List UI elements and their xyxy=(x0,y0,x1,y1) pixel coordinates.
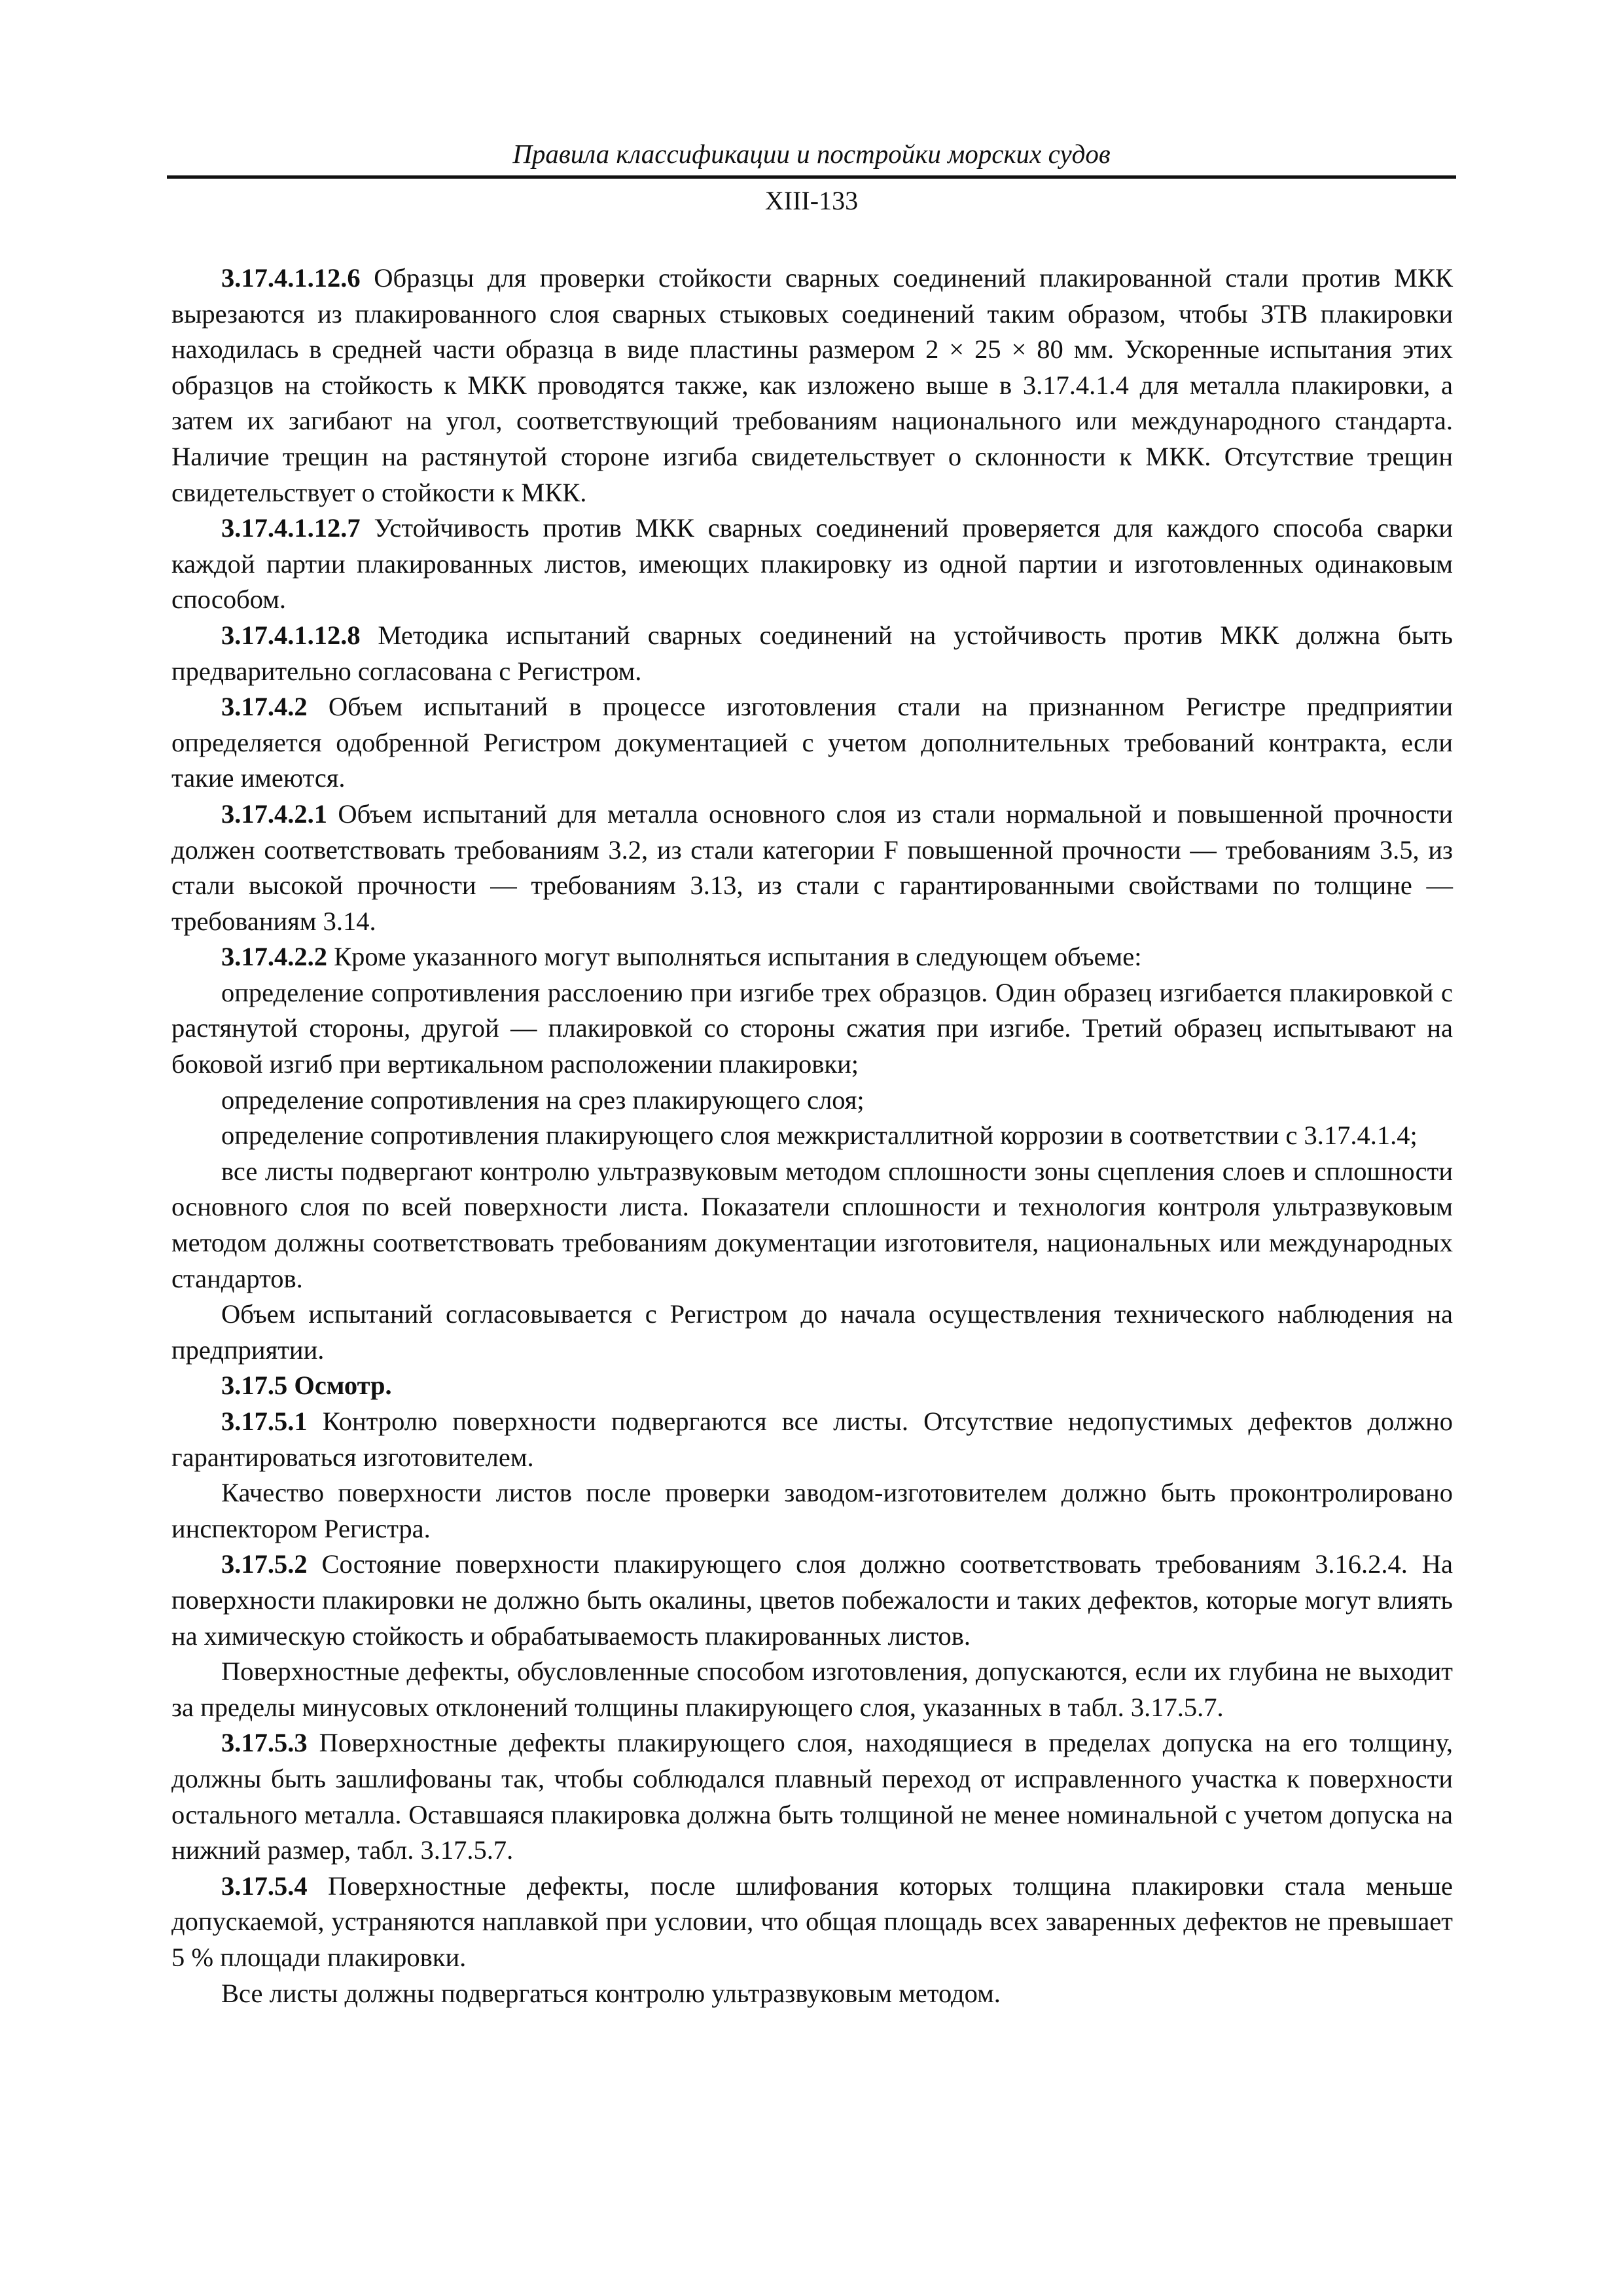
clause-number: 3.17.5.4 xyxy=(221,1871,308,1901)
paragraph xyxy=(171,1083,1453,1119)
paragraph-text: Качество поверхности листов после проверки заводом-изготовителем должно быть проконтролировано инспектором Регистра. xyxy=(171,1478,1453,1543)
clause-number: 3.17.4.1.12.8 xyxy=(221,620,361,650)
clause-number: 3.17.5.1 xyxy=(221,1407,308,1436)
clause-number: 3.17.4.2.1 xyxy=(221,798,327,829)
section-heading xyxy=(171,1368,1453,1404)
paragraph-text: определение сопротивления плакирующего слоя межкристаллитной коррозии в соответствии с 3.17.4.1.4; xyxy=(221,1121,1418,1151)
paragraph-text: Состояние поверхности плакирующего слоя должно соответствовать требованиям 3.16.2.4. На поверхности плакировки не должно быть окалины, цветов побежалости и таких дефектов, которые могут влиять на химическую стойкость и обрабатываемость плакированных листов. xyxy=(171,1549,1453,1651)
paragraph xyxy=(171,1654,1453,1725)
paragraph xyxy=(171,797,1453,939)
paragraph-text: определение сопротивления на срез плакирующего слоя; xyxy=(221,1085,865,1115)
paragraph xyxy=(171,511,1453,618)
paragraph-text: Методика испытаний сварных соединений на устойчивость против МКК должна быть предварительно согласована с Регистром. xyxy=(171,620,1453,686)
paragraph-text: все листы подвергают контролю ультразвуковым методом сплошности зоны сцепления слоев и сплошности основного слоя по всей поверхности листа. Показатели сплошности и технология контроля ультразвуковым методом должны соответствовать требованиям документации изготовителя, национальных или международных стандартов. xyxy=(171,1156,1453,1293)
section-heading-text: 3.17.5 Осмотр. xyxy=(221,1371,392,1401)
paragraph xyxy=(171,939,1453,975)
header-rule xyxy=(167,175,1456,179)
paragraph xyxy=(171,1118,1453,1154)
paragraph-text: Поверхностные дефекты, обусловленные способом изготовления, допускаются, если их глубина не выходит за пределы минусовых отклонений толщины плакирующего слоя, указанных в табл. 3.17.5.7. xyxy=(171,1657,1453,1722)
body-text xyxy=(171,260,1453,2011)
clause-number: 3.17.4.1.12.6 xyxy=(221,263,361,293)
paragraph-text: Поверхностные дефекты плакирующего слоя, находящиеся в пределах допуска на его толщину, должны быть зашлифованы так, чтобы соблюдался плавный переход от исправленного участка к поверхности остального металла. Оставшаяся плакировка должна быть толщиной не менее номинальной с учетом допуска на нижний размер, табл. 3.17.5.7. xyxy=(171,1728,1453,1865)
paragraph-text: Объем испытаний для металла основного слоя из стали нормальной и повышенной прочности должен соответствовать требованиям 3.2, из стали категории F повышенной прочности — требованиям 3.5, из стали высокой прочности — требованиям 3.13, из стали с гарантированными свойствами по толщине — требованиям 3.14. xyxy=(171,798,1453,936)
paragraph-text: Образцы для проверки стойкости сварных соединений плакированной стали против МКК вырезаются из плакированного слоя сварных стыковых соединений таким образом, чтобы ЗТВ плакировки находилась в средней части образца в виде пластины размером 2 × 25 × 80 мм. Ускоренные испытания этих образцов на стойкость к МКК проводятся также, как изложено выше в 3.17.4.1.4 для металла плакировки, а затем их загибают на угол, соответствующий требованиям национального или международного стандарта. Наличие трещин на растянутой стороне изгиба свидетельствует о склонности к МКК. Отсутствие трещин свидетельствует о стойкости к МКК. xyxy=(171,263,1453,507)
page-number: XIII-133 xyxy=(764,186,859,215)
paragraph xyxy=(171,1869,1453,1976)
clause-number: 3.17.4.1.12.7 xyxy=(221,513,361,543)
running-title: Правила классификации и постройки морских судов xyxy=(512,139,1111,169)
paragraph-text: Все листы должны подвергаться контролю ультразвуковым методом. xyxy=(221,1978,1001,2008)
paragraph xyxy=(171,1976,1453,2012)
paragraph-text: Контролю поверхности подвергаются все листы. Отсутствие недопустимых дефектов должно гарантироваться изготовителем. xyxy=(171,1407,1453,1472)
clause-number: 3.17.5.3 xyxy=(221,1728,308,1758)
paragraph xyxy=(171,260,1453,511)
paragraph xyxy=(171,1404,1453,1475)
paragraph-text: Поверхностные дефекты, после шлифования которых толщина плакировки стала меньше допускаемой, устраняются наплавкой при условии, что общая площадь всех заваренных дефектов не превышает 5 % площади плакировки. xyxy=(171,1871,1453,1972)
paragraph xyxy=(171,1475,1453,1547)
paragraph xyxy=(171,618,1453,689)
paragraph xyxy=(171,1725,1453,1868)
paragraph xyxy=(171,975,1453,1083)
paragraph-text: Устойчивость против МКК сварных соединений проверяется для каждого способа сварки каждой партии плакированных листов, имеющих плакировку из одной партии и изготовленных одинаковым способом. xyxy=(171,513,1453,615)
paragraph-text: Кроме указанного могут выполняться испытания в следующем объеме: xyxy=(327,942,1142,972)
clause-number: 3.17.4.2 xyxy=(221,692,308,722)
paragraph xyxy=(171,1547,1453,1654)
clause-number: 3.17.4.2.2 xyxy=(221,942,327,972)
paragraph xyxy=(171,1297,1453,1368)
paragraph xyxy=(171,1154,1453,1297)
clause-number: 3.17.5.2 xyxy=(221,1549,308,1579)
paragraph-text: Объем испытаний согласовывается с Регистром до начала осуществления технического наблюдения на предприятии. xyxy=(171,1299,1453,1365)
paragraph-text: Объем испытаний в процессе изготовления стали на признанном Регистре предприятии определяется одобренной Регистром документацией с учетом дополнительных требований контракта, если такие имеются. xyxy=(171,692,1453,793)
paragraph xyxy=(171,689,1453,797)
paragraph-text: определение сопротивления расслоению при изгибе трех образцов. Один образец изгибается плакировкой с растянутой стороны, другой — плакировкой со стороны сжатия при изгибе. Третий образец испытывают на боковой изгиб при вертикальном расположении плакировки; xyxy=(171,977,1453,1079)
